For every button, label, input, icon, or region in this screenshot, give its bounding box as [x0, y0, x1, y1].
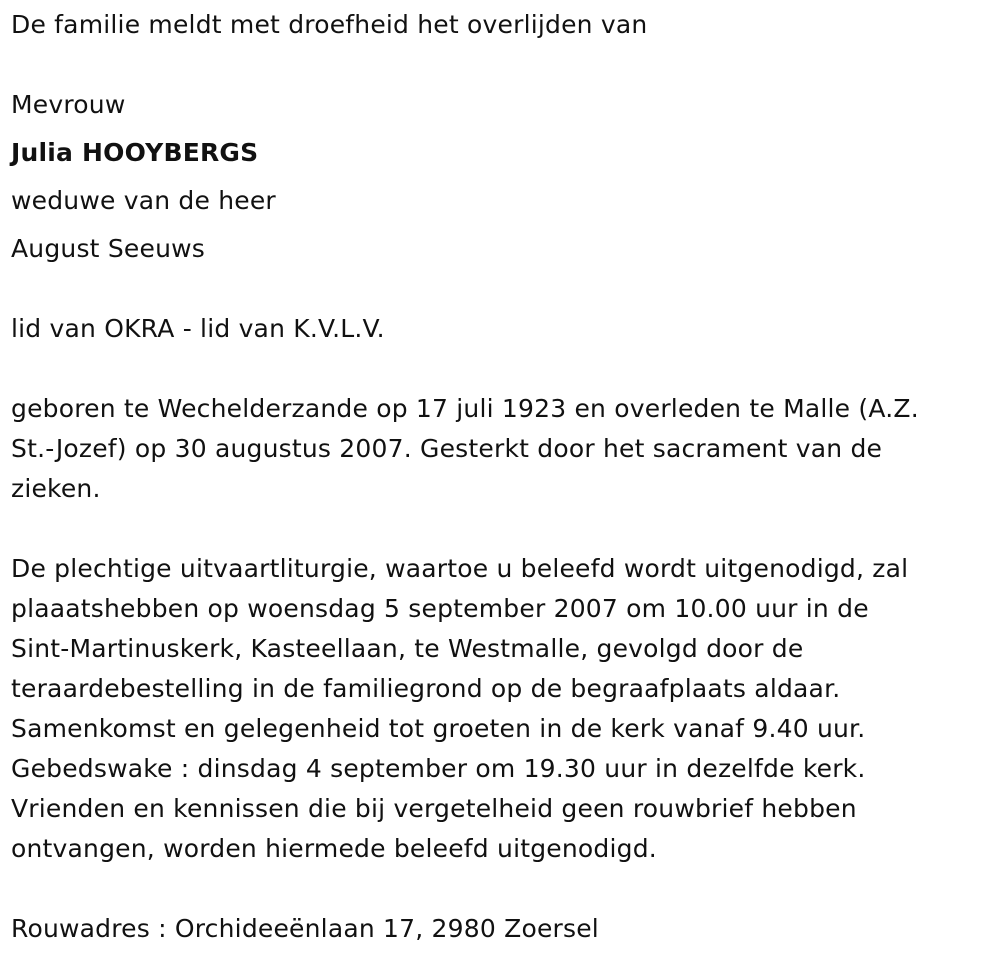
- birth-death-line: St.-Jozef) op 30 augustus 2007. Gesterkt door het sacrament van de: [11, 434, 883, 463]
- mourning-address: Rouwadres : Orchideeënlaan 17, 2980 Zoersel: [11, 914, 599, 943]
- funeral-line: Samenkomst en gelegenheid tot groeten in de kerk vanaf 9.40 uur.: [11, 714, 866, 743]
- intro-text: De familie meldt met droefheid het overlijden van: [11, 10, 648, 39]
- funeral-line: Vrienden en kennissen die bij vergetelheid geen rouwbrief hebben: [11, 794, 857, 823]
- funeral-line: teraardebestelling in de familiegrond op de begraafplaats aldaar.: [11, 674, 841, 703]
- deceased-name: Julia HOOYBERGS: [11, 138, 259, 167]
- birth-death-line: zieken.: [11, 474, 101, 503]
- funeral-line: De plechtige uitvaartliturgie, waartoe u beleefd wordt uitgenodigd, zal: [11, 554, 909, 583]
- spouse-name: August Seeuws: [11, 234, 205, 263]
- funeral-line: ontvangen, worden hiermede beleefd uitgenodigd.: [11, 834, 657, 863]
- memberships-text: lid van OKRA - lid van K.V.L.V.: [11, 314, 385, 343]
- birth-death-line: geboren te Wechelderzande op 17 juli 1923 en overleden te Malle (A.Z.: [11, 394, 919, 423]
- funeral-line: plaaatshebben op woensdag 5 september 2007 om 10.00 uur in de: [11, 594, 869, 623]
- funeral-line: Gebedswake : dinsdag 4 september om 19.30 uur in dezelfde kerk.: [11, 754, 866, 783]
- relation-text: weduwe van de heer: [11, 186, 276, 215]
- funeral-line: Sint-Martinuskerk, Kasteellaan, te Westmalle, gevolgd door de: [11, 634, 804, 663]
- salutation: Mevrouw: [11, 90, 126, 119]
